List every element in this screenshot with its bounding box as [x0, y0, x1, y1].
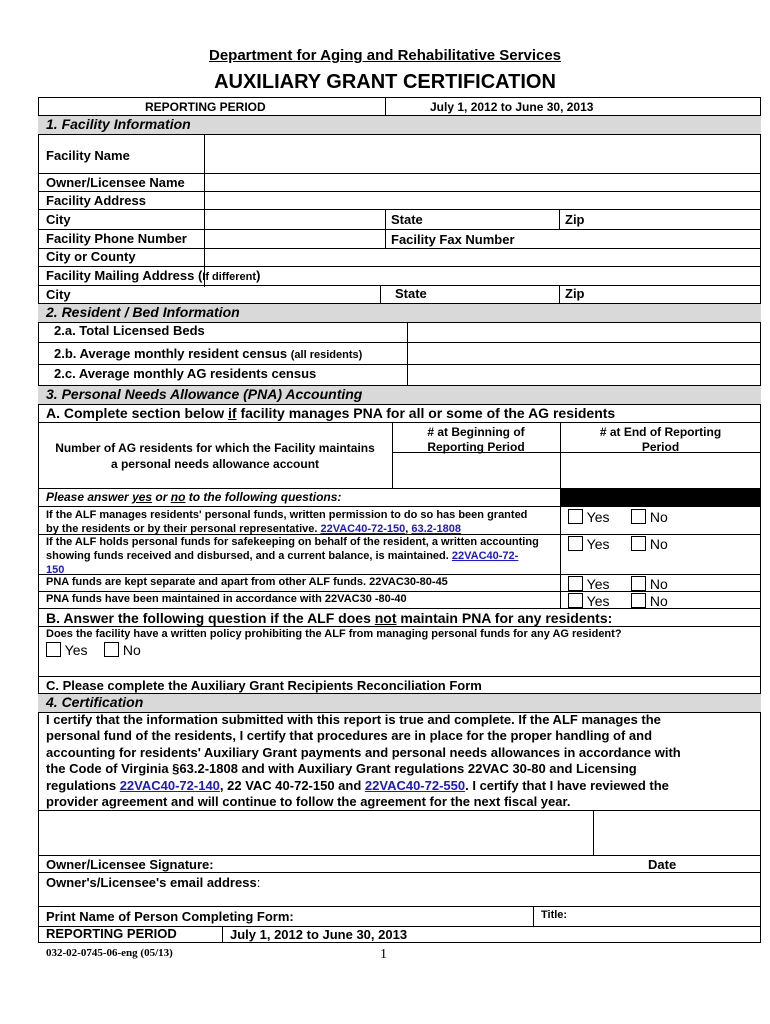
- mailing-city-label: City: [46, 287, 71, 302]
- col-begin-header: # at Beginning of Reporting Period: [427, 425, 525, 454]
- q2-yes-checkbox[interactable]: [568, 536, 583, 551]
- department-name: Department for Aging and Rehabilitative Services: [208, 47, 562, 64]
- q1-text: If the ALF manages residents' personal funds, written permission to do so has been granted by the residents or by their personal representative. 22VAC40-72-150, 63.2-1808: [46, 509, 528, 535]
- avg-ag-census-label: 2.c. Average monthly AG residents census: [54, 366, 317, 381]
- q3-no[interactable]: No: [631, 576, 668, 592]
- cert-link-550[interactable]: 22VAC40-72-550: [364, 777, 466, 793]
- q4-no-checkbox[interactable]: [631, 593, 646, 608]
- b-yes[interactable]: Yes: [46, 642, 87, 658]
- reporting-period-value: July 1, 2012 to June 30, 2013: [430, 100, 594, 114]
- q1-link-150[interactable]: 22VAC40-72-150: [320, 523, 406, 535]
- col-end-header: # at End of Reporting Period: [599, 425, 722, 454]
- q2-link[interactable]: 22VAC40-72-: [451, 550, 519, 562]
- total-licensed-beds-label: 2.a. Total Licensed Beds: [54, 323, 205, 338]
- q1-link-1808[interactable]: 63.2-1808: [411, 523, 461, 535]
- email-label: Owner's/Licensee's email address:: [46, 875, 261, 890]
- q2-no[interactable]: No: [631, 536, 668, 552]
- b-no[interactable]: No: [104, 642, 141, 658]
- facility-name-field[interactable]: [206, 135, 759, 173]
- mailing-state-label: State: [395, 286, 427, 301]
- answer-yes-no-instruction: Please answer yes or no to the following questions:: [46, 490, 342, 504]
- facility-address-field[interactable]: [206, 192, 759, 208]
- q3-no-checkbox[interactable]: [631, 576, 646, 591]
- q4-yes-checkbox[interactable]: [568, 593, 583, 608]
- q1-yes[interactable]: Yes: [568, 509, 609, 525]
- footer-reporting-period-label: REPORTING PERIOD: [46, 926, 177, 941]
- form-title: AUXILIARY GRANT CERTIFICATION: [214, 71, 556, 93]
- certification-text: I certify that the information submitted with this report is true and complete. If the ALF manages the personal fund of the residents, I certify that procedures are in place for the proper handling of and accounting for residents' Auxiliary Grant payments and personal needs allowances in accordance with the Code of Virginia §63.2-1808 and with Auxiliary Grant regulations 22VAC 30-80 and Licensing regulations 22VAC40-72-140, 22 VAC 40-72-150 and 22VAC40-72-550. I certify that I have reviewed the provider agreement and will continue to follow the agreement for the next fiscal year.: [46, 712, 681, 810]
- footer-reporting-period-value: July 1, 2012 to June 30, 2013: [230, 927, 408, 942]
- section1-title: 1. Facility Information: [46, 116, 191, 132]
- section3-c-instruction: C. Please complete the Auxiliary Grant Recipients Reconciliation Form: [46, 678, 482, 693]
- q3-yes-checkbox[interactable]: [568, 576, 583, 591]
- section4-title: 4. Certification: [46, 694, 144, 710]
- facility-phone-label: Facility Phone Number: [46, 231, 187, 246]
- signature-label: Owner/Licensee Signature:: [46, 857, 214, 872]
- section3-b-instruction: B. Answer the following question if the ALF does not maintain PNA for any residents:: [46, 610, 613, 626]
- q3-text: PNA funds are kept separate and apart from other ALF funds. 22VAC30-80-45: [46, 576, 448, 588]
- pna-end-count-field[interactable]: [562, 454, 759, 486]
- email-field[interactable]: [290, 874, 759, 904]
- facility-name-label: Facility Name: [46, 148, 130, 163]
- reporting-period-label: REPORTING PERIOD: [145, 100, 266, 114]
- q2-text: If the ALF holds personal funds for safekeeping on behalf of the resident, a written accounting showing funds received and disbursed, and a current balance, is maintained. 22VAC40-72- 150: [46, 536, 539, 576]
- zip-label: Zip: [565, 212, 585, 227]
- print-name-label: Print Name of Person Completing Form:: [46, 909, 294, 924]
- title-label: Title:: [541, 909, 568, 921]
- q4-yes[interactable]: Yes: [568, 593, 609, 609]
- owner-name-field[interactable]: [206, 174, 759, 190]
- owner-name-label: Owner/Licensee Name: [46, 175, 185, 190]
- form-number: 032-02-0745-06-eng (05/13): [46, 947, 173, 959]
- b-yes-checkbox[interactable]: [46, 642, 61, 657]
- black-bar: [560, 488, 761, 506]
- q2-link-cont[interactable]: 150: [46, 564, 65, 576]
- q2-no-checkbox[interactable]: [631, 536, 646, 551]
- avg-resident-census-label: 2.b. Average monthly resident census (all residents): [54, 346, 363, 361]
- state-label: State: [391, 212, 423, 227]
- section3-title: 3. Personal Needs Allowance (PNA) Accounting: [46, 386, 363, 402]
- pna-begin-count-field[interactable]: [394, 454, 558, 486]
- q4-text: PNA funds have been maintained in accordance with 22VAC30 -80-40: [46, 593, 407, 605]
- section4-header: [38, 693, 761, 713]
- q2-yes[interactable]: Yes: [568, 536, 609, 552]
- city-label: City: [46, 212, 71, 227]
- city-county-label: City or County: [46, 249, 136, 264]
- date-field[interactable]: [595, 812, 759, 854]
- section2-title: 2. Resident / Bed Information: [46, 304, 240, 320]
- section3-b-question: Does the facility have a written policy prohibiting the ALF from managing personal funds for any AG resident?: [46, 628, 622, 640]
- facility-address-label: Facility Address: [46, 193, 146, 208]
- cert-link-140[interactable]: 22VAC40-72-140: [119, 777, 220, 793]
- page-number: 1: [380, 947, 387, 962]
- facility-fax-label: Facility Fax Number: [391, 232, 515, 247]
- ag-residents-pna-label: Number of AG residents for which the Facility maintains a personal needs allowance account: [55, 441, 375, 471]
- q1-no-checkbox[interactable]: [631, 509, 646, 524]
- q3-yes[interactable]: Yes: [568, 576, 609, 592]
- mailing-zip-label: Zip: [565, 286, 585, 301]
- signature-field[interactable]: [40, 812, 591, 854]
- b-no-checkbox[interactable]: [104, 642, 119, 657]
- date-label: Date: [648, 857, 677, 872]
- q1-yes-checkbox[interactable]: [568, 509, 583, 524]
- q4-no[interactable]: No: [631, 593, 668, 609]
- q1-no[interactable]: No: [631, 509, 668, 525]
- mailing-address-label: Facility Mailing Address (If different): [46, 268, 261, 283]
- section3-a-instruction: A. Complete section below if facility manages PNA for all or some of the AG residents: [46, 405, 616, 421]
